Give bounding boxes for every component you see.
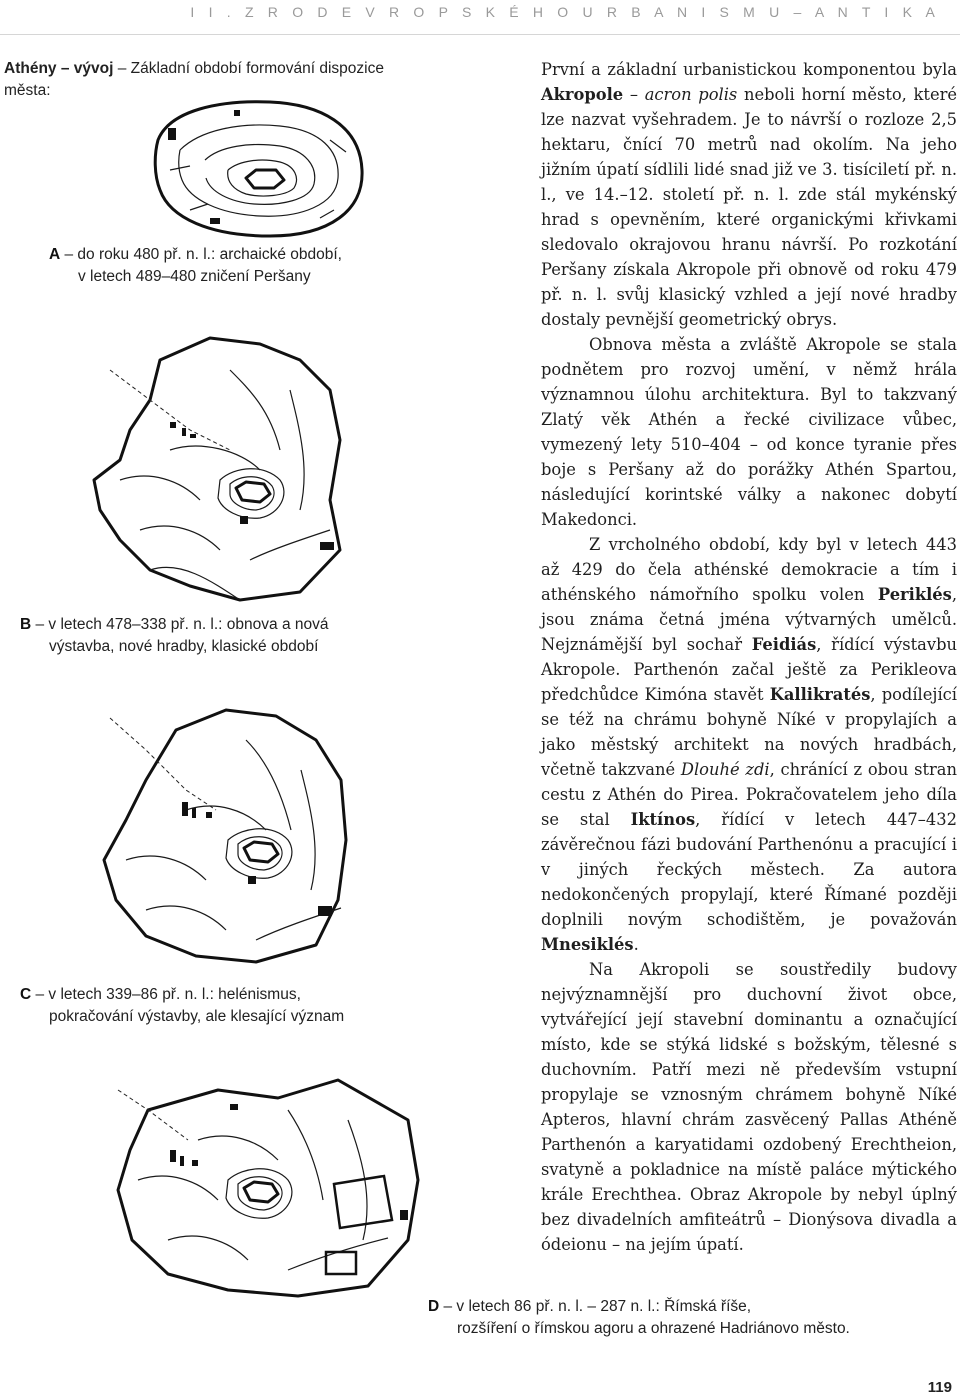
caption-c: [20, 984, 344, 1028]
caption-d-line2: rozšíření o římskou agoru a ohrazené Hadriánovo město.: [457, 1320, 850, 1337]
p1-term-akropole: Akropole: [541, 85, 624, 104]
p3-name-feidias: Feidiás: [751, 635, 817, 654]
caption-a-line2: v letech 489–480 zničení Peršany: [78, 268, 311, 285]
caption-b: [20, 614, 329, 658]
p3-text: , řídící výstavbu Akropole. Parthenón začal ještě za Perikleova předchůdce Kimóna stavět: [541, 635, 957, 704]
figure-title-rest: – Základní období formování dispozice města:: [4, 60, 384, 99]
figure-title-caption: [4, 58, 384, 102]
header-rule: [0, 34, 960, 35]
caption-d-letter: D: [428, 1298, 440, 1315]
p3-text: , řídící v letech 447–432 závěrečnou fázi budování Parthenónu a pracující i v jiných řeckých městech. Za autora nedokončených propylají, které Římané později doplnili novým schodištěm, je považován: [541, 810, 958, 929]
p3-text: , podílející se též na chrámu bohyně Níké v propylajích a jako městský architekt na nových hradbách, včetně takzvané: [541, 685, 957, 779]
p3-name-mnesikles: Mnesiklés: [541, 935, 634, 954]
body-text-column: [541, 57, 957, 1257]
p3-text: , jsou známa četná jména výtvarných umělců. Nejznámější byl sochař: [541, 585, 957, 654]
map-b-classical-athens: [90, 330, 350, 610]
caption-a-line1: – do roku 480 př. n. l.: archaické období,: [60, 246, 342, 263]
p3-text: , chránící z obou stran cestu z Athén do Pirea. Pokračovatelem jeho díla se stal: [541, 760, 958, 829]
p3-term-dlouhe-zdi: Dlouhé zdi: [680, 760, 770, 779]
caption-d: [428, 1296, 850, 1340]
map-d-roman-athens: [108, 1060, 428, 1300]
running-header: I I . Z R O D E V R O P S K É H O U R B A N I S M U – A N T I K A: [190, 4, 940, 20]
paragraph-1: [541, 57, 957, 332]
p1-text: neboli horní město, které lze nazvat vyšehradem. Je to návrší o rozloze 2,5 hektaru, čnící 70 metrů nad okolím. Na jeho jižním úpatí sídlili lidé snad již ve 3. tisíciletí př. n. l., ve 14.–12. století př. n. l. zde stál mykénský hrad s opevněním, které organickými křivkami sledovalo okrajovou hranu návrší. Po rozkotání Peršany získala Akropole při obnově od roku 479 př. n. l. svůj klasický vzhled a její nové hradby dostaly pevnější geometrický obrys.: [541, 85, 957, 329]
paragraph-3: [541, 532, 957, 957]
caption-b-line1: – v letech 478–338 př. n. l.: obnova a nová: [31, 616, 329, 633]
p3-name-perikles: Periklés: [877, 585, 952, 604]
caption-b-line2: výstavba, nové hradby, klasické období: [49, 638, 319, 655]
paragraph-2: Obnova města a zvláště Akropole se stala podnětem pro rozvoj umění, v němž hrála významnou úlohu architektura. Byl to takzvaný Zlatý věk Athén a řecké civilizace vůbec, vymezený lety 510–404 – od konce tyranie přes boje s Peršany až do porážky Athén Spartou, následující korintské války a nakonec dobytí Makedonci.: [541, 335, 957, 529]
caption-c-line1: – v letech 339–86 př. n. l.: helénismus,: [31, 986, 301, 1003]
p1-term-acron-polis: acron polis: [644, 85, 738, 104]
p3-text: .: [633, 935, 639, 954]
caption-a-letter: A: [49, 246, 61, 263]
caption-d-line1: – v letech 86 př. n. l. – 287 n. l.: Římská říše,: [439, 1298, 752, 1315]
caption-c-line2: pokračování výstavby, ale klesající význam: [49, 1008, 345, 1025]
p3-text: Z vrcholného období, kdy byl v letech 443 až 429 do čela athénské demokracie a tím i athénského námořního spolku volen: [541, 535, 957, 604]
map-c-hellenistic-athens: [96, 700, 356, 970]
p3-name-kallikrates: Kallikratés: [769, 685, 871, 704]
p1-text: –: [623, 85, 645, 104]
caption-b-letter: B: [20, 616, 32, 633]
p1-text: První a základní urbanistickou komponentou byla: [541, 60, 957, 79]
paragraph-4: Na Akropoli se soustředily budovy nejvýznamnější pro duchovní život obce, vytvářející její stavební dominantu a označující místo, kde se stýká lidské s božským, tělesné s duchovním. Patří mezi ně především vstupní propylaje se vznosným chrámem bohyně Níké Apteros, hlavní chrám zasvěcený Pallas Athéně Parthenón a karyatidami ozdobený Erechtheion, svatyně a pokladnice na místě paláce mýtického krále Erechthea. Obraz Akropole by nebyl úplný bez divadelních amfiteátrů – Dionýsova divadla a ódeionu – na jejím úpatí.: [541, 960, 957, 1254]
map-a-archaic-acropolis: [150, 100, 370, 240]
caption-c-letter: C: [20, 986, 32, 1003]
page-number: 119: [927, 1379, 952, 1396]
p3-name-iktinos: Iktínos: [630, 810, 696, 829]
caption-a: [49, 244, 342, 288]
figure-title-bold: Athény – vývoj: [4, 60, 114, 77]
